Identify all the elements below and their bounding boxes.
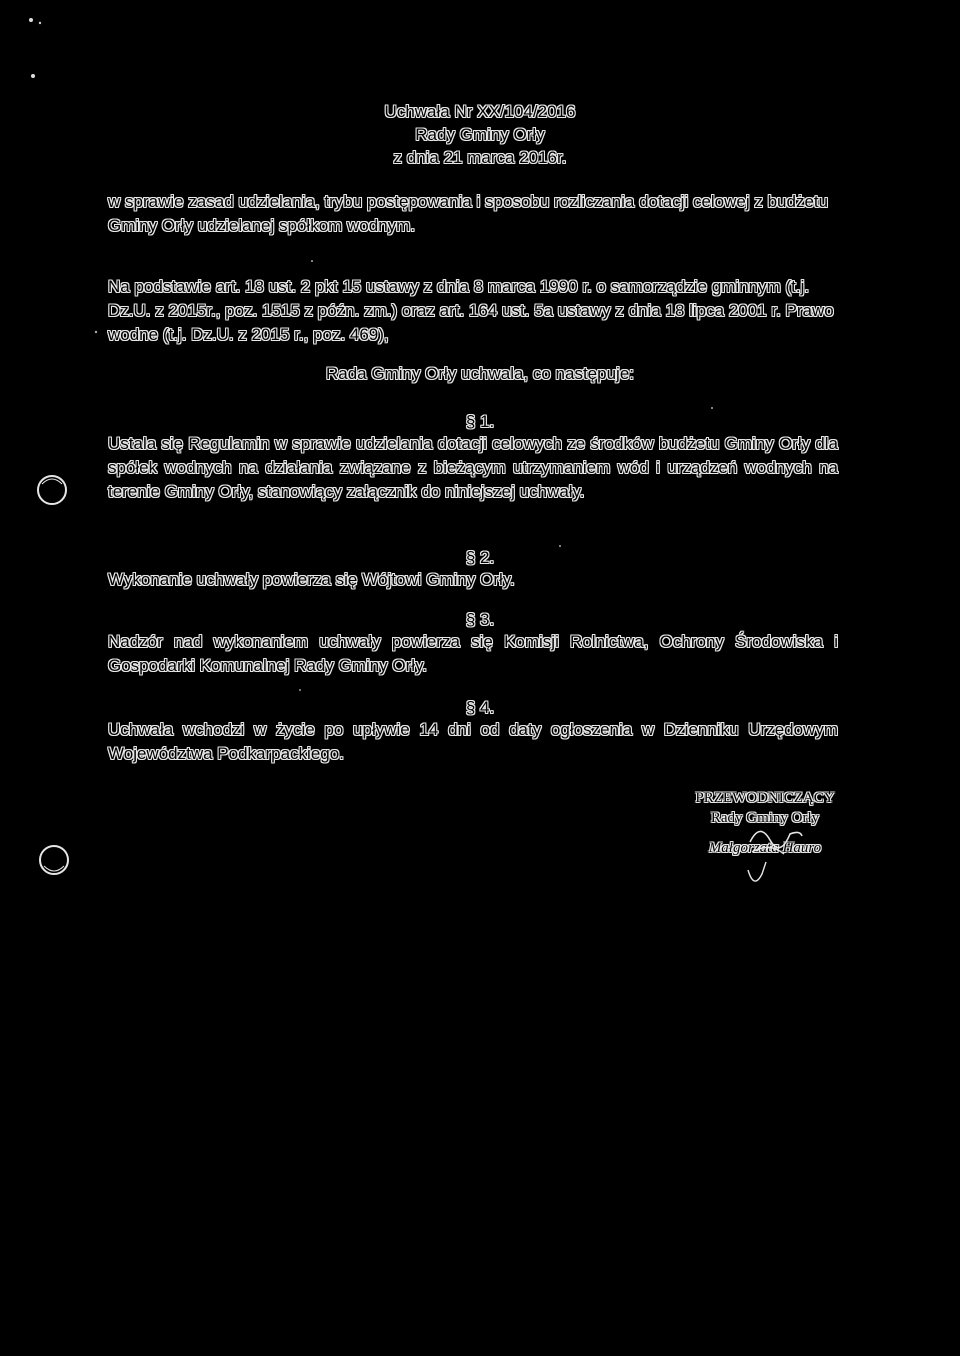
- section-4-heading: § 4.: [465, 698, 495, 717]
- resolution-header: [0, 100, 960, 169]
- council-name: Rady Gminy Orły: [415, 125, 545, 144]
- resolution-subject: w sprawie zasad udzielania, trybu postępowania i sposobu rozliczania dotacji celowej z budżetu Gminy Orły udzielanej spółkom wodnym.: [108, 192, 829, 235]
- section-3-heading: § 3.: [465, 610, 495, 629]
- punch-hole-icon: [32, 470, 72, 510]
- section-2-text: Wykonanie uchwały powierza się Wójtowi Gminy Orły.: [108, 570, 515, 589]
- signature-council: Rady Gminy Orły: [710, 810, 820, 826]
- resolution-number: Uchwała Nr XX/104/2016: [384, 102, 576, 121]
- section-4-text: Uchwała wchodzi w życie po upływie 14 dni od daty ogłoszenia w Dzienniku Urzędowym Województwa Podkarpackiego.: [108, 720, 838, 763]
- resolution-date: z dnia 21 marca 2016r.: [393, 148, 567, 167]
- signature-title: PRZEWODNICZĄCY: [695, 790, 835, 806]
- resolves-clause: Rada Gminy Orły uchwala, co następuje:: [325, 364, 635, 383]
- section-1-heading: § 1.: [465, 412, 495, 431]
- legal-basis: Na podstawie art. 18 ust. 2 pkt 15 ustawy z dnia 8 marca 1990 r. o samorządzie gminnym (t.j. Dz.U. z 2015r., poz. 1515 z późn. zm.) oraz art. 164 ust. 5a ustawy z dnia 18 lipca 2001 r. Prawo wodne (t.j. Dz.U. z 2015 r., poz. 469),: [108, 277, 834, 344]
- handwritten-signature-icon: [740, 812, 810, 892]
- section-3-text: Nadzór nad wykonaniem uchwały powierza się Komisji Rolnictwa, Ochrony Środowiska i Gospodarki Komunalnej Rady Gminy Orły.: [108, 632, 838, 675]
- section-2-heading: § 2.: [465, 548, 495, 567]
- section-1-text: Ustala się Regulamin w sprawie udzielania dotacji celowych ze środków budżetu Gminy Orły dla spółek wodnych na działania związane z bieżącym utrzymaniem wód i urządzeń wodnych na terenie Gminy Orły, stanowiący załącznik do niniejszej uchwały.: [108, 434, 838, 501]
- signatory-name: Małgorzata Hauro: [708, 840, 822, 856]
- punch-hole-icon: [34, 840, 74, 880]
